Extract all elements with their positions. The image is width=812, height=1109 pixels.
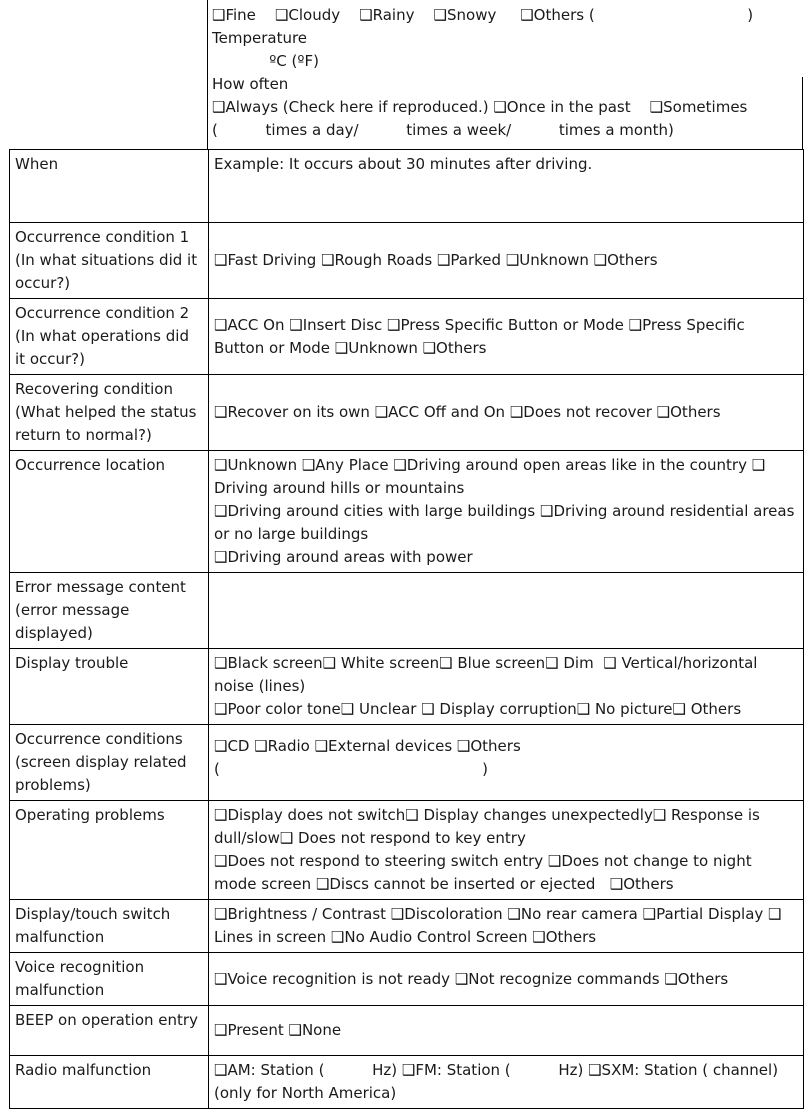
row-content <box>209 649 804 725</box>
row-label: Error message content (error message displayed) <box>10 573 209 649</box>
table-row <box>10 451 804 573</box>
row-line: ❑Poor color tone❑ Unclear ❑ Display corruption❑ No picture❑ Others <box>214 700 742 718</box>
row-label: Display trouble <box>10 649 209 725</box>
table-row <box>10 725 804 801</box>
row-label: Occurrence conditions (screen display related problems) <box>10 725 209 801</box>
weather-options: ❑Fine ❑Cloudy ❑Rainy ❑Snowy ❑Others ( ) <box>212 6 754 24</box>
symptom-table <box>9 149 804 1109</box>
condition-header-block <box>212 4 802 142</box>
row-line: ❑Recover on its own ❑ACC Off and On ❑Does not recover ❑Others <box>214 403 721 421</box>
table-row <box>10 801 804 900</box>
row-line: ❑CD ❑Radio ❑External devices ❑Others <box>214 737 521 755</box>
table-row <box>10 953 804 1006</box>
how-often-options: ❑Always (Check here if reproduced.) ❑Once in the past ❑Sometimes <box>212 98 748 116</box>
table-row <box>10 1006 804 1056</box>
row-line: ❑Fast Driving ❑Rough Roads ❑Parked ❑Unknown ❑Others <box>214 251 658 269</box>
row-line: ❑Voice recognition is not ready ❑Not recognize commands ❑Others <box>214 969 729 988</box>
row-line: ❑Display does not switch❑ Display changes unexpectedly❑ Response is dull/slow❑ Does not respond to key entry <box>214 806 765 847</box>
row-line: ❑Driving around areas with power <box>214 548 473 566</box>
row-label: Occurrence location <box>10 451 209 573</box>
row-content <box>209 900 804 953</box>
row-line: ( ) <box>214 760 488 778</box>
row-line: ❑ACC On ❑Insert Disc ❑Press Specific Button or Mode ❑Press Specific Button or Mode ❑Unknown ❑Others <box>214 315 750 357</box>
row-content <box>209 150 804 223</box>
column-divider-top <box>207 0 208 149</box>
row-line: ❑Black screen❑ White screen❑ Blue screen❑ Dim ❑ Vertical/horizontal noise (lines) <box>214 654 763 695</box>
row-label: Display/touch switch malfunction <box>10 900 209 953</box>
temperature-unit: ºC (ºF) <box>212 52 319 70</box>
row-label: Radio malfunction <box>10 1056 209 1109</box>
row-content <box>209 223 804 299</box>
row-label: When <box>10 150 209 223</box>
row-content <box>209 1006 804 1056</box>
table-row <box>10 375 804 451</box>
row-content <box>209 953 804 1006</box>
table-row <box>10 900 804 953</box>
row-content <box>209 451 804 573</box>
how-often-label: How often <box>212 75 289 93</box>
row-line: ❑Unknown ❑Any Place ❑Driving around open areas like in the country ❑ Driving around hills or mountains <box>214 456 770 497</box>
row-content <box>209 299 804 375</box>
row-content <box>209 1056 804 1109</box>
row-label: BEEP on operation entry <box>10 1006 209 1056</box>
row-line: ❑AM: Station ( Hz) ❑FM: Station ( Hz) ❑SXM: Station ( channel) (only for North America) <box>214 1061 783 1102</box>
row-content <box>209 725 804 801</box>
right-border-top <box>802 77 803 149</box>
row-label: Voice recognition malfunction <box>10 953 209 1006</box>
row-label: Operating problems <box>10 801 209 900</box>
row-line: ❑Present ❑None <box>214 1021 342 1039</box>
temperature-label: Temperature <box>212 29 308 47</box>
table-row <box>10 573 804 649</box>
table-row <box>10 150 804 223</box>
row-label: Occurrence condition 2 (In what operations did it occur?) <box>10 299 209 375</box>
table-row <box>10 649 804 725</box>
row-label: Recovering condition (What helped the status return to normal?) <box>10 375 209 451</box>
table-row <box>10 223 804 299</box>
row-label: Occurrence condition 1 (In what situations did it occur?) <box>10 223 209 299</box>
row-content[interactable] <box>209 573 804 649</box>
row-line: ❑Driving around cities with large buildings ❑Driving around residential areas or no large buildings <box>214 502 800 543</box>
row-line: ❑Brightness / Contrast ❑Discoloration ❑No rear camera ❑Partial Display ❑ Lines in screen ❑No Audio Control Screen ❑Others <box>214 905 787 946</box>
table-row <box>10 1056 804 1109</box>
table-row <box>10 299 804 375</box>
row-line: ❑Does not respond to steering switch entry ❑Does not change to night mode screen ❑Discs cannot be inserted or ejected ❑Others <box>214 852 757 893</box>
row-line: Example: It occurs about 30 minutes after driving. <box>214 155 593 173</box>
row-content <box>209 375 804 451</box>
row-content <box>209 801 804 900</box>
how-often-times: ( times a day/ times a week/ times a month) <box>212 121 674 139</box>
